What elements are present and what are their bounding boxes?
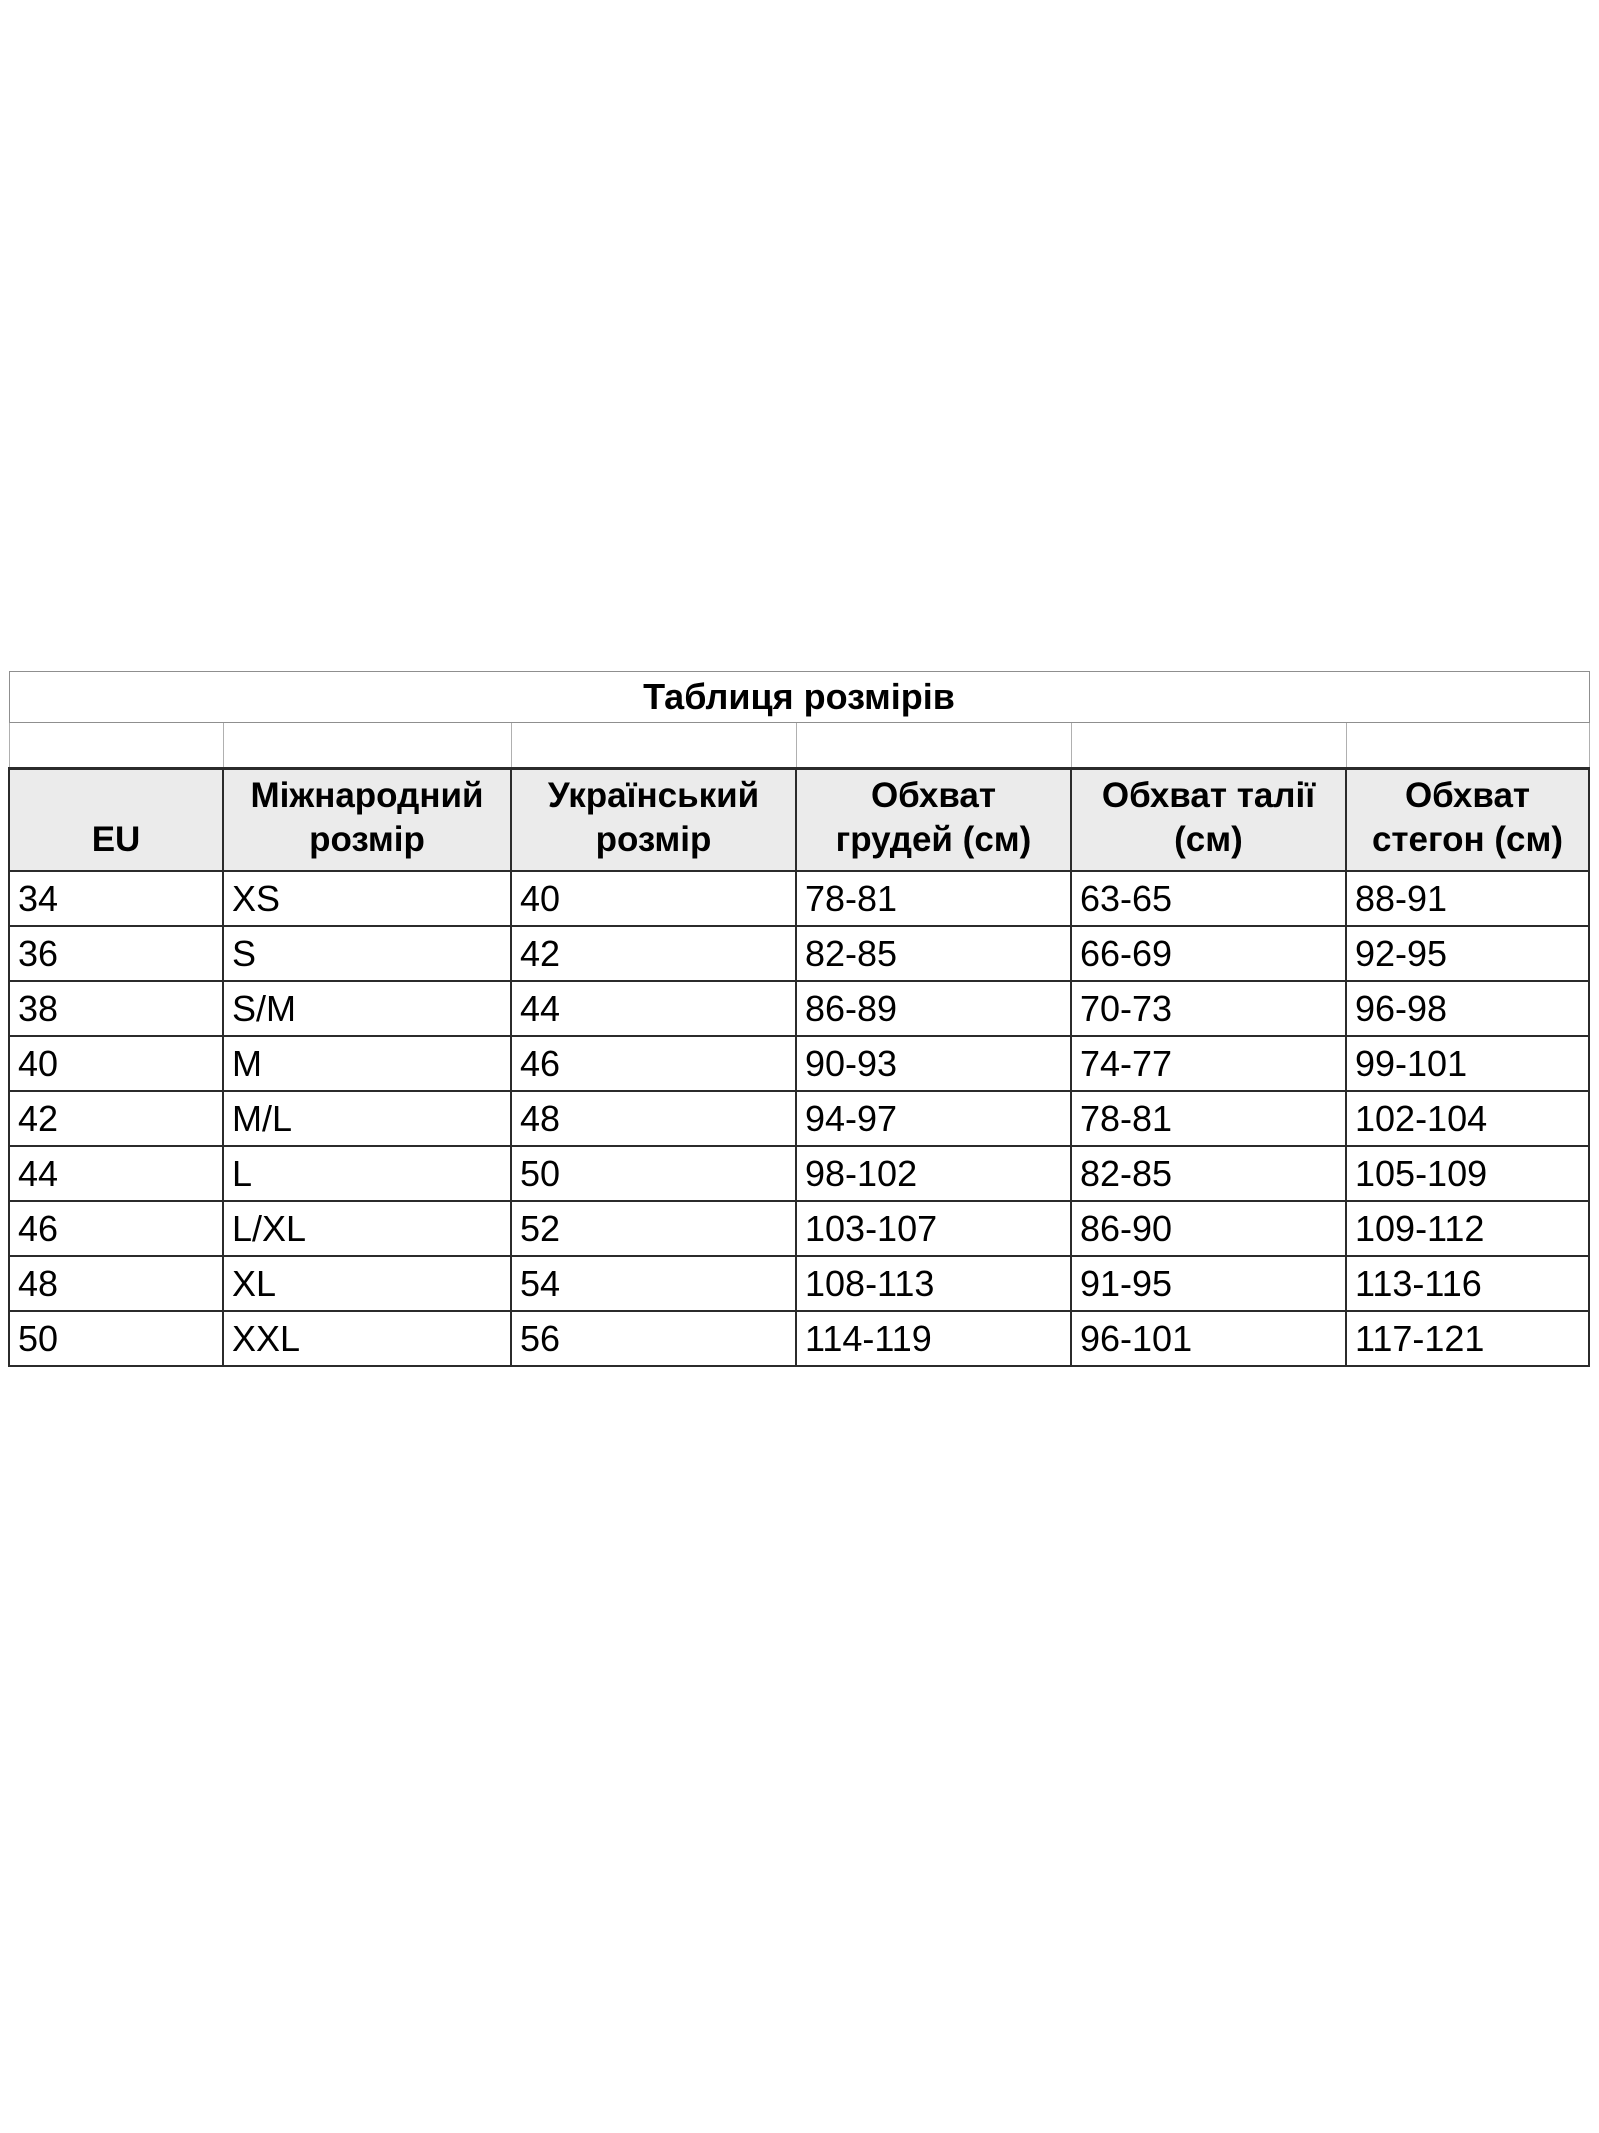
cell-waist: 66-69 <box>1071 926 1346 981</box>
table-row <box>9 1256 1589 1311</box>
cell-chest: 90-93 <box>796 1036 1071 1091</box>
header-line: грудей (см) <box>835 820 1032 859</box>
cell-hips: 88-91 <box>1346 871 1589 926</box>
cell-international: XS <box>223 871 511 926</box>
spacer-cell <box>511 723 796 769</box>
header-line: Міжнародний <box>250 776 484 815</box>
cell-chest: 86-89 <box>796 981 1071 1036</box>
cell-eu: 40 <box>9 1036 223 1091</box>
table-row <box>9 1201 1589 1256</box>
cell-eu: 46 <box>9 1201 223 1256</box>
cell-ukrainian: 48 <box>511 1091 796 1146</box>
cell-ukrainian: 50 <box>511 1146 796 1201</box>
title-row <box>9 672 1589 723</box>
cell-eu: 42 <box>9 1091 223 1146</box>
cell-hips: 105-109 <box>1346 1146 1589 1201</box>
column-header-ukrainian-size <box>511 769 796 872</box>
column-header-chest <box>796 769 1071 872</box>
cell-waist: 70-73 <box>1071 981 1346 1036</box>
header-line: Обхват <box>870 776 997 815</box>
spacer-row <box>9 723 1589 769</box>
column-header-international-size <box>223 769 511 872</box>
cell-ukrainian: 56 <box>511 1311 796 1366</box>
column-header-hips <box>1346 769 1589 872</box>
cell-international: S/M <box>223 981 511 1036</box>
cell-international: M <box>223 1036 511 1091</box>
cell-eu: 38 <box>9 981 223 1036</box>
cell-hips: 113-116 <box>1346 1256 1589 1311</box>
header-line: розмір <box>595 820 712 859</box>
cell-hips: 102-104 <box>1346 1091 1589 1146</box>
header-line: Обхват талії <box>1101 776 1316 815</box>
header-line: Український <box>547 776 760 815</box>
cell-waist: 96-101 <box>1071 1311 1346 1366</box>
header-line: розмір <box>309 820 425 859</box>
cell-ukrainian: 46 <box>511 1036 796 1091</box>
spacer-cell <box>9 723 223 769</box>
table-row <box>9 1311 1589 1366</box>
cell-eu: 36 <box>9 926 223 981</box>
table-row <box>9 981 1589 1036</box>
cell-hips: 92-95 <box>1346 926 1589 981</box>
header-line: (см) <box>1174 820 1243 859</box>
header-row <box>9 769 1589 872</box>
cell-ukrainian: 44 <box>511 981 796 1036</box>
spacer-cell <box>223 723 511 769</box>
spacer-cell <box>1346 723 1589 769</box>
table-row <box>9 1146 1589 1201</box>
cell-waist: 74-77 <box>1071 1036 1346 1091</box>
column-header-waist <box>1071 769 1346 872</box>
cell-waist: 82-85 <box>1071 1146 1346 1201</box>
cell-chest: 103-107 <box>796 1201 1071 1256</box>
cell-ukrainian: 54 <box>511 1256 796 1311</box>
table-title: Таблиця розмірів <box>9 672 1589 723</box>
cell-eu: 48 <box>9 1256 223 1311</box>
cell-hips: 99-101 <box>1346 1036 1589 1091</box>
table-row <box>9 1091 1589 1146</box>
column-header-eu <box>9 769 223 872</box>
cell-eu: 44 <box>9 1146 223 1201</box>
table-row <box>9 871 1589 926</box>
header-line: стегон (см) <box>1371 820 1564 859</box>
cell-hips: 96-98 <box>1346 981 1589 1036</box>
cell-international: L/XL <box>223 1201 511 1256</box>
cell-international: XL <box>223 1256 511 1311</box>
cell-waist: 78-81 <box>1071 1091 1346 1146</box>
cell-international: XXL <box>223 1311 511 1366</box>
header-line: Обхват <box>1404 776 1531 815</box>
cell-chest: 94-97 <box>796 1091 1071 1146</box>
cell-hips: 117-121 <box>1346 1311 1589 1366</box>
cell-ukrainian: 42 <box>511 926 796 981</box>
spacer-cell <box>796 723 1071 769</box>
header-line: EU <box>91 820 141 859</box>
cell-chest: 78-81 <box>796 871 1071 926</box>
cell-ukrainian: 40 <box>511 871 796 926</box>
cell-hips: 109-112 <box>1346 1201 1589 1256</box>
cell-chest: 108-113 <box>796 1256 1071 1311</box>
cell-waist: 91-95 <box>1071 1256 1346 1311</box>
cell-international: L <box>223 1146 511 1201</box>
cell-chest: 114-119 <box>796 1311 1071 1366</box>
cell-international: M/L <box>223 1091 511 1146</box>
cell-waist: 63-65 <box>1071 871 1346 926</box>
cell-international: S <box>223 926 511 981</box>
cell-chest: 82-85 <box>796 926 1071 981</box>
cell-chest: 98-102 <box>796 1146 1071 1201</box>
spacer-cell <box>1071 723 1346 769</box>
size-chart-table <box>8 671 1590 1367</box>
table-row <box>9 926 1589 981</box>
cell-waist: 86-90 <box>1071 1201 1346 1256</box>
cell-eu: 50 <box>9 1311 223 1366</box>
cell-ukrainian: 52 <box>511 1201 796 1256</box>
table-row <box>9 1036 1589 1091</box>
cell-eu: 34 <box>9 871 223 926</box>
